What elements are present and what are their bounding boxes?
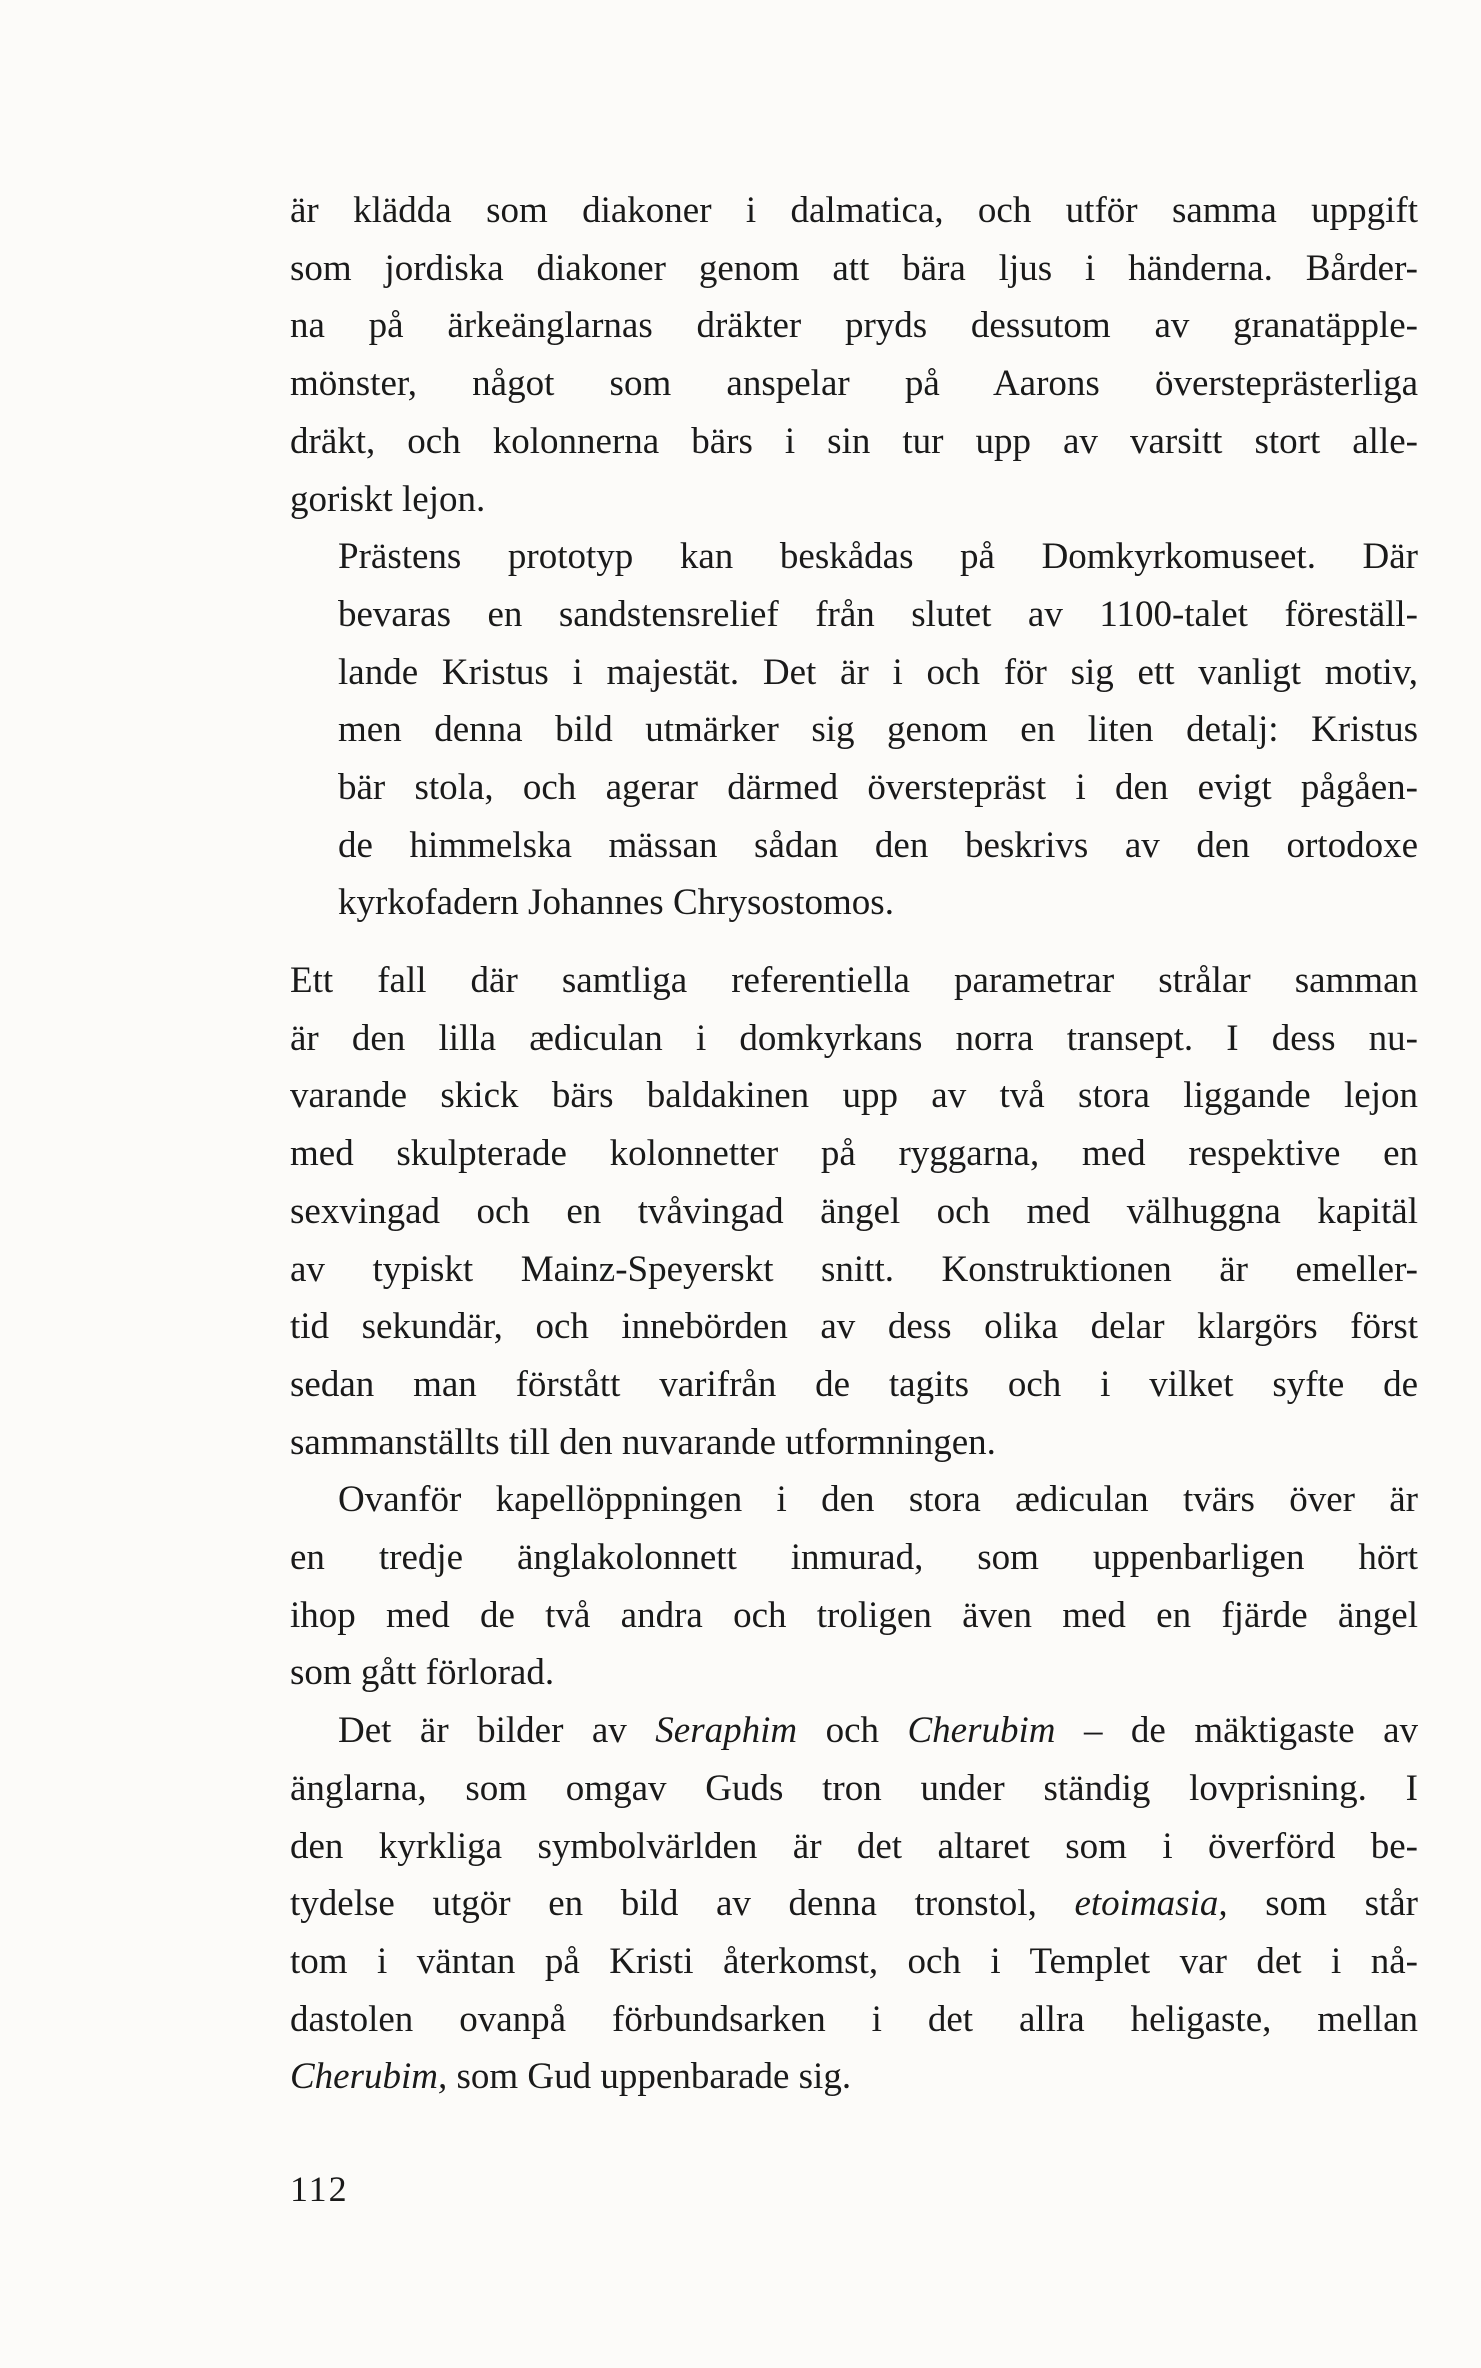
text-line: varande skick bärs baldakinen upp av två stora liggande lejon — [290, 1075, 1418, 1117]
text-line: mönster, något som anspelar på Aarons översteprästerliga — [290, 363, 1418, 405]
text-line: tom i väntan på Kristi återkomst, och i Templet var det i nå- — [290, 1940, 1418, 1982]
text-run: tydelse utgör en bild av denna tronstol, — [290, 1883, 1075, 1925]
italic-term: etoimasia, — [1074, 1883, 1228, 1925]
text-line: Prästens prototyp kan beskådas på Domkyrkomuseet. Där — [338, 536, 1418, 578]
text-line — [290, 2048, 1418, 2106]
page-number: 112 — [290, 2169, 349, 2209]
text-line: en tredje änglakolonnett inmurad, som uppenbarligen hört — [290, 1537, 1418, 1579]
text-run: Det är bilder av — [338, 1710, 656, 1752]
text-line: lande Kristus i majestät. Det är i och för sig ett vanligt motiv, — [338, 651, 1418, 693]
text-line: tid sekundär, och innebörden av dess olika delar klargörs först — [290, 1306, 1418, 1348]
text-section-2 — [290, 952, 1418, 2106]
text-line: av typiskt Mainz-Speyerskt snitt. Konstruktionen är emeller- — [290, 1248, 1418, 1290]
text-run: som Gud uppenbarade sig. — [447, 2056, 852, 2098]
text-run: som står — [1227, 1883, 1418, 1925]
text-line: Ovanför kapellöppningen i den stora ædiculan tvärs över är — [338, 1479, 1418, 1521]
text-run: och — [797, 1710, 908, 1752]
paragraph — [290, 1471, 1418, 1702]
text-line: den kyrkliga symbolvärlden är det altaret som i överförd be- — [290, 1825, 1418, 1867]
italic-term: Cherubim — [907, 1710, 1056, 1752]
text-line: ihop med de två andra och troligen även med en fjärde ängel — [290, 1594, 1418, 1636]
text-line: sexvingad och en tvåvingad ängel och med välhuggna kapitäl — [290, 1190, 1418, 1232]
text-line — [290, 1702, 1418, 1760]
text-line: med skulpterade kolonnetter på ryggarna, med respektive en — [290, 1133, 1418, 1175]
text-line: de himmelska mässan sådan den beskrivs av den ortodoxe — [338, 824, 1418, 866]
paragraph — [290, 1702, 1418, 2106]
text-line: dastolen ovanpå förbundsarken i det allra heligaste, mellan — [290, 1998, 1418, 2040]
paragraph — [290, 182, 1418, 528]
text-run: – de mäktigaste av — [1055, 1710, 1418, 1752]
text-line: goriskt lejon. — [290, 478, 486, 520]
italic-term: Seraphim — [655, 1710, 798, 1752]
text-line: na på ärkeänglarnas dräkter pryds dessutom av granatäpple- — [290, 305, 1418, 347]
text-line: änglarna, som omgav Guds tron under ständig lovprisning. I — [290, 1767, 1418, 1809]
paragraph — [290, 952, 1418, 1471]
text-line: kyrkofadern Johannes Chrysostomos. — [338, 882, 894, 924]
text-section-1 — [290, 182, 1418, 932]
text-line: men denna bild utmärker sig genom en liten detalj: Kristus — [338, 709, 1418, 751]
text-line: är klädda som diakoner i dalmatica, och utför samma uppgift — [290, 190, 1418, 231]
text-line — [290, 1875, 1418, 1933]
text-line: sammanställts till den nuvarande utformningen. — [290, 1421, 996, 1463]
text-line: bevaras en sandstensrelief från slutet av 1100-talet föreställ- — [338, 593, 1418, 635]
text-line: är den lilla ædiculan i domkyrkans norra transept. I dess nu- — [290, 1017, 1418, 1059]
italic-term: Cherubim, — [290, 2056, 448, 2098]
text-line: som jordiska diakoner genom att bära ljus i händerna. Bårder- — [290, 247, 1418, 289]
text-line: bär stola, och agerar därmed överstepräst i den evigt pågåen- — [338, 767, 1418, 809]
text-line: sedan man förstått varifrån de tagits och i vilket syfte de — [290, 1363, 1418, 1405]
text-line: dräkt, och kolonnerna bärs i sin tur upp av varsitt stort alle- — [290, 420, 1418, 462]
text-line: Ett fall där samtliga referentiella parametrar strålar samman — [290, 960, 1418, 1001]
paragraph — [290, 528, 1418, 932]
text-line: som gått förlorad. — [290, 1652, 555, 1694]
